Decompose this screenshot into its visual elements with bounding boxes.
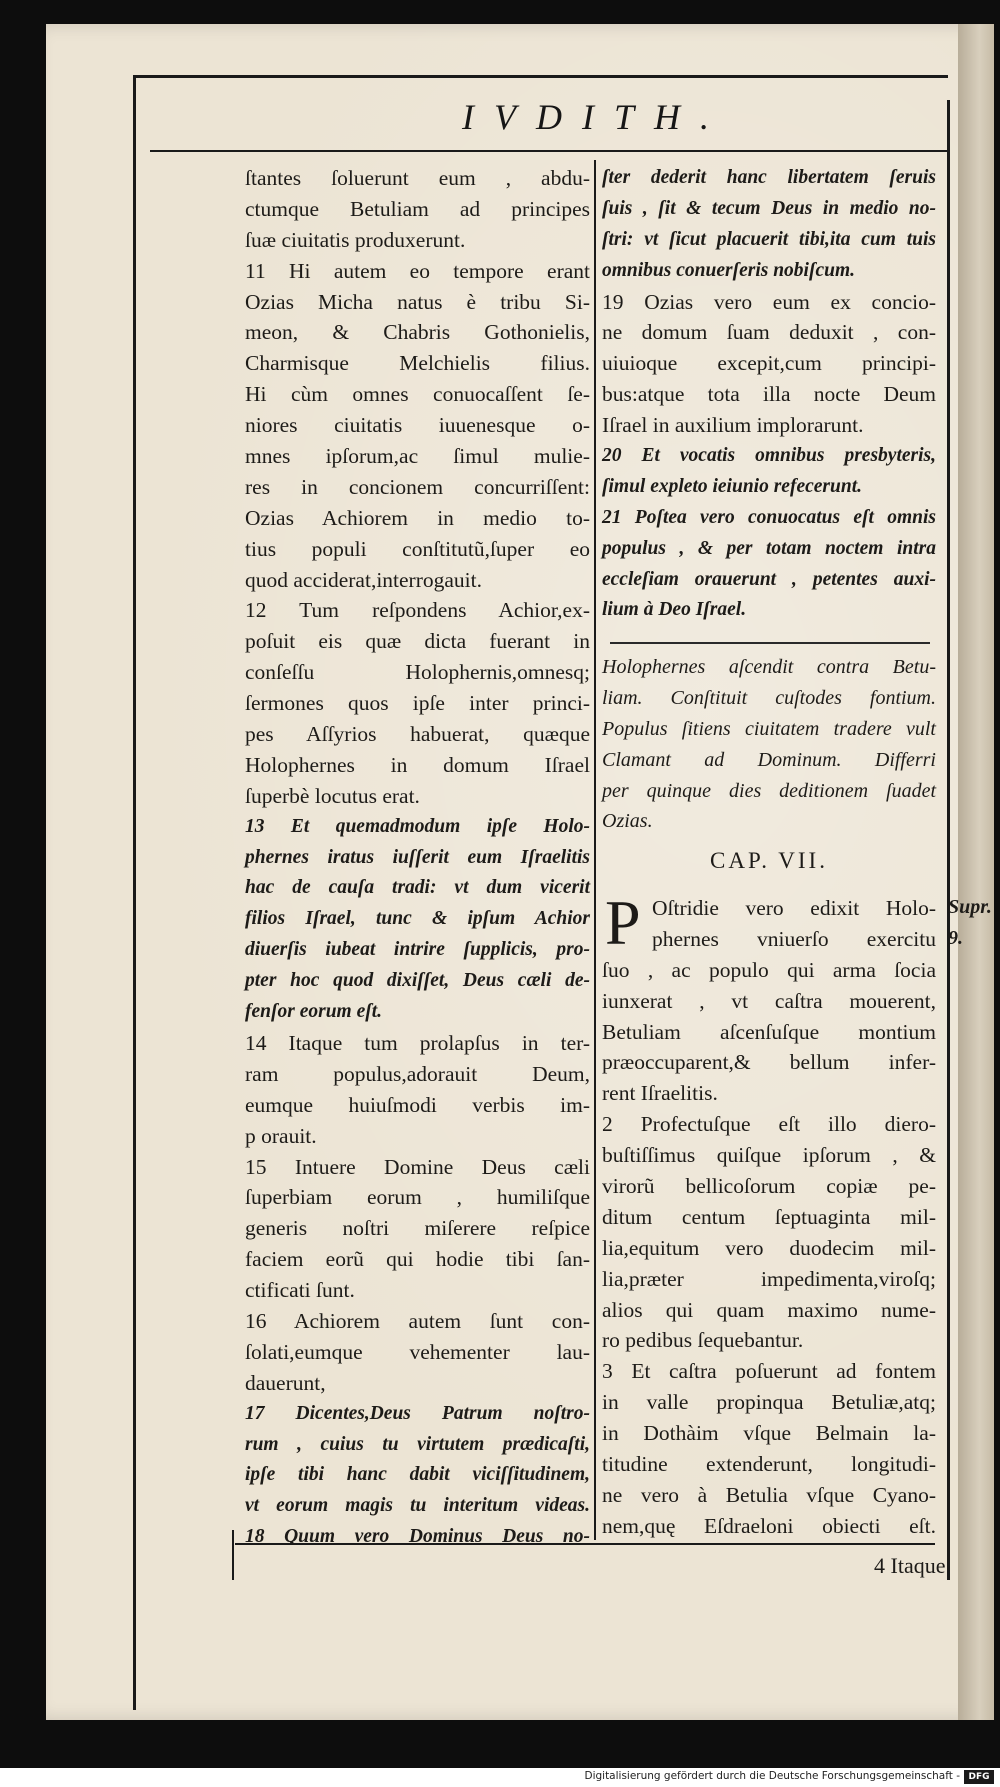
text-line: niores ciuitatis iuuenesque o- <box>245 413 590 438</box>
text-line: ne vero à Betulia vſque Cyano- <box>602 1482 936 1507</box>
text-line: alios qui quam maximo nume- <box>602 1297 936 1322</box>
text-line: 13 Et quemadmodum ipſe Holo- <box>245 815 590 837</box>
running-head: IVDITH. <box>462 97 729 137</box>
text-line: ſolati,eumque vehementer lau- <box>245 1339 590 1364</box>
text-line: uiuioque excepit,cum principi- <box>602 351 936 376</box>
text-line: ſuperbè locutus erat. <box>245 783 420 808</box>
text-line: Populus ſitiens ciuitatem tradere vult <box>602 717 936 740</box>
text-line: præoccuparent,& bellum infer- <box>602 1050 936 1075</box>
text-line: per quinque dies deditionem ſuadet <box>602 779 936 802</box>
text-line: rum , cuius tu virtutem prædicaſti, <box>245 1433 590 1455</box>
text-line: lia,equitum vero duodecim mil- <box>602 1235 936 1260</box>
summary-rule <box>610 642 930 644</box>
chapter-body <box>602 887 936 1542</box>
text-line: 19 Ozias vero eum ex concio- <box>602 289 936 314</box>
right-column <box>602 163 936 626</box>
text-line: Ozias Micha natus è tribu Si- <box>245 289 590 314</box>
column-divider <box>594 160 596 1540</box>
text-line: filios Iſrael, tunc & ipſum Achior <box>245 908 590 930</box>
text-line: ſuis , ſit & tecum Deus in medio no- <box>602 197 936 219</box>
text-line: 16 Achiorem autem ſunt con- <box>245 1308 590 1333</box>
text-line: quod acciderat,interrogauit. <box>245 567 482 592</box>
text-line: nem,quę Eſdraeloni obiecti eſt. <box>602 1513 936 1538</box>
text-line: 3 Et caſtra poſuerunt ad fontem <box>602 1359 936 1384</box>
text-line: in Dothàim vſque Belmain la- <box>602 1421 936 1446</box>
text-line: res in concionem concurriſſent: <box>245 474 590 499</box>
text-line: fenſor eorum eſt. <box>245 1001 383 1023</box>
text-line: 21 Poſtea vero conuocatus eſt omnis <box>602 506 936 528</box>
text-line: ſuo , ac populo qui arma ſocia <box>602 957 936 982</box>
text-line: Clamant ad Dominum. Differri <box>602 748 936 771</box>
margin-note <box>948 892 992 954</box>
text-line: ſtantes ſoluerunt eum , abdu- <box>245 166 590 190</box>
text-line: bus:atque tota illa nocte Deum <box>602 382 936 407</box>
footer-credit: Digitalisierung gefördert durch die Deutsche Forschungsgemeinschaft - <box>584 1770 960 1782</box>
text-line: 15 Intuere Domine Deus cæli <box>245 1154 590 1179</box>
margin-note-line: 9. <box>948 927 963 949</box>
text-line: ro pedibus ſequebantur. <box>602 1328 804 1353</box>
dfg-logo: DFG <box>964 1770 994 1784</box>
text-line: eccleſiam orauerunt , petentes auxi- <box>602 568 936 590</box>
text-line: mnes ipſorum,ac ſimul mulie- <box>245 444 590 469</box>
text-line: pes Aſſyrios habuerat, quæque <box>245 722 590 747</box>
text-line: vt eorum magis tu interitum videas. <box>245 1495 590 1517</box>
text-line: ſuæ ciuitatis produxerunt. <box>245 227 466 252</box>
text-line: meon, & Chabris Gothonielis, <box>245 320 590 345</box>
chapter-heading: CAP. VII. <box>710 848 828 873</box>
text-line: faciem eorũ qui hodie tibi ſan- <box>245 1247 590 1272</box>
text-line: Holophernes aſcendit contra Betu- <box>602 656 936 678</box>
text-line: lia,præter impedimenta,viroſq; <box>602 1266 936 1291</box>
text-line: 14 Itaque tum prolapſus in ter- <box>245 1030 590 1055</box>
text-line: 12 Tum reſpondens Achior,ex- <box>245 598 590 623</box>
text-line: ſuperbiam eorum , humiliſque <box>245 1185 590 1210</box>
text-line: 18 Quum vero Dominus Deus no- <box>245 1526 590 1548</box>
text-line: 11 Hi autem eo tempore erant <box>245 258 590 283</box>
text-line: ſermones quos ipſe inter princi- <box>245 691 590 716</box>
text-line: dauerunt, <box>245 1370 326 1395</box>
page-edge <box>958 24 994 1720</box>
left-frame-rule <box>133 75 136 1710</box>
text-line: eumque huiuſmodi verbis im- <box>245 1092 590 1117</box>
text-line: liam. Conſtituit cuſtodes fontium. <box>602 686 936 709</box>
text-line: ctificati ſunt. <box>245 1278 355 1303</box>
text-line: pter hoc quod dixiſſet, Deus cæli de- <box>245 970 590 992</box>
text-line: ſter dederit hanc libertatem ſeruis <box>602 167 936 188</box>
text-line: titudine extenderunt, longitudi- <box>602 1452 936 1477</box>
text-line: Ozias. <box>602 810 653 833</box>
text-line: ſtri: vt ſicut placuerit tibi,ita cum tuis <box>602 228 936 250</box>
left-column <box>245 163 590 1553</box>
text-line: ipſe tibi hanc dabit viciſſitudinem, <box>245 1464 590 1486</box>
text-line: omnibus conuerſeris nobiſcum. <box>602 259 855 281</box>
text-line: phernes vniuerſo exercitu <box>652 926 936 951</box>
text-line: Iſrael in auxilium implorarunt. <box>602 413 864 438</box>
text-line: iunxerat , vt caſtra mouerent, <box>602 988 936 1013</box>
text-line: ditum centum ſeptuaginta mil- <box>602 1204 936 1229</box>
text-line: buſtiſſimus quiſque ipſorum , & <box>602 1143 936 1168</box>
text-line: diuerſis iubeat intrire ſupplicis, pro- <box>245 939 590 961</box>
text-line: ram populus,adorauit Deum, <box>245 1061 590 1086</box>
text-line: phernes iratus iuſſerit eum Iſraelitis <box>245 846 590 868</box>
text-line: ne domum ſuam deduxit , con- <box>602 320 936 345</box>
catchword: 4 Itaque <box>874 1553 946 1578</box>
top-rule <box>133 75 948 78</box>
text-line: Betuliam aſcenſuſque montium <box>602 1019 936 1044</box>
text-line: 20 Et vocatis omnibus presbyteris, <box>602 445 936 467</box>
text-line: Ozias Achiorem in medio to- <box>245 505 590 530</box>
text-line: ctumque Betuliam ad principes <box>245 196 590 221</box>
text-line: poſuit eis quæ dicta fuerant in <box>245 629 590 654</box>
drop-cap: P <box>605 887 641 958</box>
text-line: lium à Deo Iſrael. <box>602 599 747 621</box>
text-line: in valle propinqua Betuliæ,atq; <box>602 1390 936 1415</box>
right-frame-rule <box>947 100 950 1580</box>
text-line: rent Iſraelitis. <box>602 1081 718 1106</box>
text-line: Holophernes in domum Iſrael <box>245 752 590 777</box>
header-rule <box>150 150 950 152</box>
text-line: Charmisque Melchielis filius. <box>245 351 590 376</box>
text-line: Hi cùm omnes conuocaſſent ſe- <box>245 382 590 407</box>
margin-note-line: Supr. <box>948 896 992 918</box>
text-line: hac de cauſa tradi: vt dum vicerit <box>245 877 590 899</box>
chapter-summary <box>602 652 936 837</box>
text-line: conſeſſu Holophernis,omnesq; <box>245 660 590 685</box>
text-line: generis noſtri miſerere reſpice <box>245 1216 590 1241</box>
text-line: 17 Dicentes,Deus Patrum noſtro- <box>245 1402 590 1424</box>
text-line: populus , & per totam noctem intra <box>602 537 936 559</box>
text-line: virorũ bellicoſorum copiæ pe- <box>602 1174 936 1199</box>
text-line: ſimul expleto ieiunio refecerunt. <box>602 475 862 497</box>
text-line: 2 Profectuſque eſt illo diero- <box>602 1112 936 1137</box>
text-line: Oſtridie vero edixit Holo- <box>652 896 936 920</box>
inner-left-rule <box>232 1530 234 1580</box>
text-line: p orauit. <box>245 1123 317 1148</box>
text-line: tius populi conſtitutũ,ſuper eo <box>245 536 590 561</box>
